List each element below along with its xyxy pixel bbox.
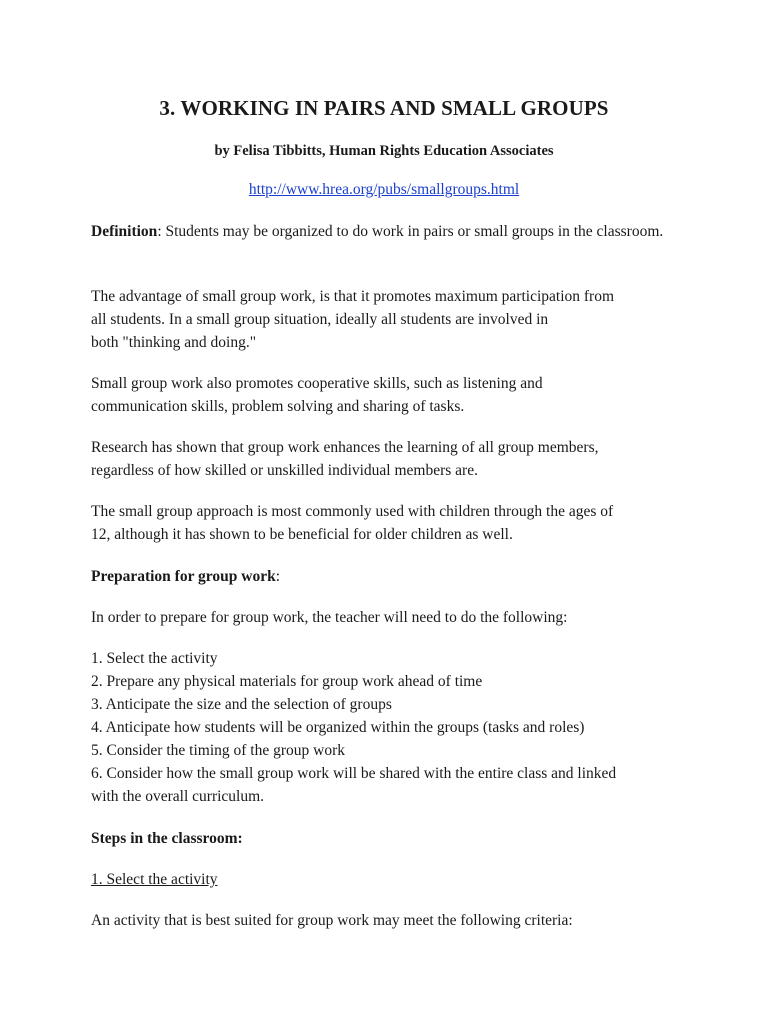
cooperative-paragraph xyxy=(91,372,677,418)
list-item: 2. Prepare any physical materials for group work ahead of time xyxy=(91,673,483,690)
list-item: 6. Consider how the small group work will be shared with the entire class and linked xyxy=(91,765,617,782)
step1-heading: 1. Select the activity xyxy=(91,871,218,888)
advantage-line: The advantage of small group work, is that it promotes maximum participation from xyxy=(91,288,615,305)
advantage-paragraph xyxy=(91,285,677,354)
document-title: 3. WORKING IN PAIRS AND SMALL GROUPS xyxy=(159,96,609,120)
list-item: 1. Select the activity xyxy=(91,650,218,667)
preparation-list xyxy=(91,647,677,808)
advantage-line: all students. In a small group situation, ideally all students are involved in xyxy=(91,311,549,328)
cooperative-line: Small group work also promotes cooperative skills, such as listening and xyxy=(91,375,543,392)
approach-line: The small group approach is most commonly used with children through the ages of xyxy=(91,503,614,520)
source-url-line xyxy=(91,181,677,199)
research-line: Research has shown that group work enhances the learning of all group members, xyxy=(91,439,599,456)
preparation-heading-line xyxy=(91,565,677,588)
research-line: regardless of how skilled or unskilled individual members are. xyxy=(91,462,478,479)
list-item: 5. Consider the timing of the group work xyxy=(91,742,345,759)
source-url-link[interactable]: http://www.hrea.org/pubs/smallgroups.html xyxy=(248,181,520,198)
advantage-line: both "thinking and doing." xyxy=(91,334,257,351)
steps-heading: Steps in the classroom: xyxy=(91,830,243,847)
list-item: 4. Anticipate how students will be organized within the groups (tasks and roles) xyxy=(91,719,585,736)
cooperative-line: communication skills, problem solving and sharing of tasks. xyxy=(91,398,465,415)
step1-intro: An activity that is best suited for group work may meet the following criteria: xyxy=(91,912,573,929)
list-item: with the overall curriculum. xyxy=(91,788,265,805)
definition-label: Definition xyxy=(91,223,158,240)
approach-paragraph xyxy=(91,500,677,546)
list-item: 3. Anticipate the size and the selection of groups xyxy=(91,696,392,713)
definition-text: : Students may be organized to do work in pairs or small groups in the classroom. xyxy=(157,223,664,240)
author-byline: by Felisa Tibbitts, Human Rights Education Associates xyxy=(214,143,554,159)
approach-line: 12, although it has shown to be beneficial for older children as well. xyxy=(91,526,513,543)
preparation-heading: Preparation for group work xyxy=(91,568,276,585)
preparation-intro: In order to prepare for group work, the teacher will need to do the following: xyxy=(91,609,568,626)
preparation-colon: : xyxy=(275,568,281,585)
definition-paragraph xyxy=(91,220,677,243)
research-paragraph xyxy=(91,436,677,482)
